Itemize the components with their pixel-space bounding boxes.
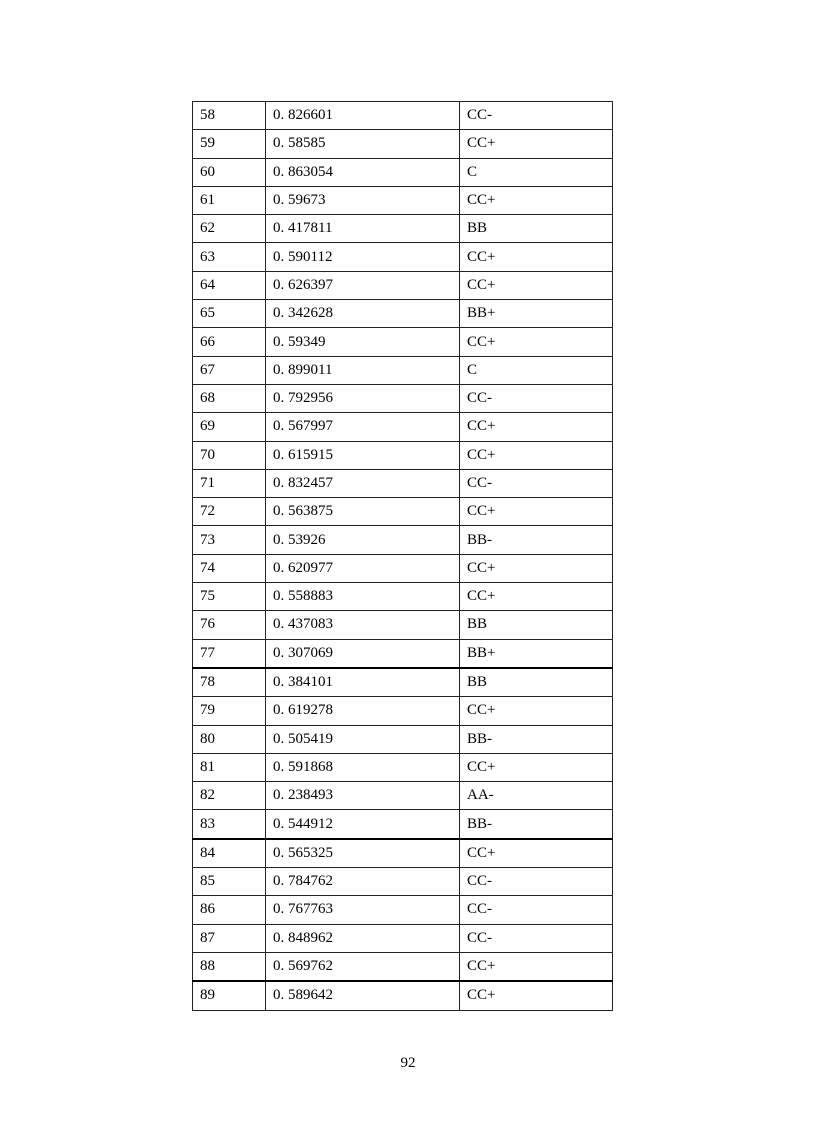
table-row — [193, 952, 613, 981]
row-value-cell: 0. 569762 — [266, 952, 460, 981]
row-grade-cell: CC- — [460, 102, 613, 130]
row-value-cell: 0. 53926 — [266, 526, 460, 554]
table-row — [193, 725, 613, 753]
table-row — [193, 583, 613, 611]
row-id-cell: 78 — [193, 668, 266, 697]
row-id-cell: 59 — [193, 130, 266, 158]
row-id-cell: 87 — [193, 924, 266, 952]
row-value-cell: 0. 437083 — [266, 611, 460, 639]
row-id-cell: 77 — [193, 639, 266, 668]
table-row — [193, 839, 613, 868]
row-value-cell: 0. 567997 — [266, 413, 460, 441]
row-id-cell: 61 — [193, 186, 266, 214]
table-row — [193, 981, 613, 1010]
row-value-cell: 0. 899011 — [266, 356, 460, 384]
row-value-cell: 0. 544912 — [266, 810, 460, 839]
row-value-cell: 0. 863054 — [266, 158, 460, 186]
row-id-cell: 75 — [193, 583, 266, 611]
row-id-cell: 69 — [193, 413, 266, 441]
row-grade-cell: CC+ — [460, 498, 613, 526]
row-id-cell: 86 — [193, 896, 266, 924]
row-value-cell: 0. 589642 — [266, 981, 460, 1010]
row-value-cell: 0. 619278 — [266, 697, 460, 725]
row-grade-cell: BB — [460, 215, 613, 243]
row-grade-cell: CC+ — [460, 130, 613, 158]
row-grade-cell: BB- — [460, 725, 613, 753]
page-number: 92 — [400, 1055, 416, 1071]
row-grade-cell: C — [460, 158, 613, 186]
table-row — [193, 868, 613, 896]
table-row — [193, 413, 613, 441]
table-row — [193, 498, 613, 526]
row-grade-cell: CC+ — [460, 186, 613, 214]
table-row — [193, 186, 613, 214]
row-value-cell: 0. 832457 — [266, 469, 460, 497]
row-id-cell: 79 — [193, 697, 266, 725]
row-id-cell: 89 — [193, 981, 266, 1010]
table-row — [193, 896, 613, 924]
row-grade-cell: BB+ — [460, 639, 613, 668]
table-row — [193, 469, 613, 497]
row-id-cell: 70 — [193, 441, 266, 469]
row-value-cell: 0. 307069 — [266, 639, 460, 668]
table-row — [193, 384, 613, 412]
row-id-cell: 64 — [193, 271, 266, 299]
row-id-cell: 83 — [193, 810, 266, 839]
row-id-cell: 76 — [193, 611, 266, 639]
row-id-cell: 66 — [193, 328, 266, 356]
row-value-cell: 0. 615915 — [266, 441, 460, 469]
row-grade-cell: BB- — [460, 810, 613, 839]
row-value-cell: 0. 626397 — [266, 271, 460, 299]
row-id-cell: 63 — [193, 243, 266, 271]
row-value-cell: 0. 384101 — [266, 668, 460, 697]
row-grade-cell: CC- — [460, 469, 613, 497]
row-grade-cell: CC+ — [460, 441, 613, 469]
row-value-cell: 0. 565325 — [266, 839, 460, 868]
row-value-cell: 0. 238493 — [266, 782, 460, 810]
row-grade-cell: BB+ — [460, 300, 613, 328]
row-grade-cell: CC- — [460, 896, 613, 924]
row-grade-cell: CC+ — [460, 981, 613, 1010]
row-grade-cell: C — [460, 356, 613, 384]
row-value-cell: 0. 558883 — [266, 583, 460, 611]
row-grade-cell: CC+ — [460, 554, 613, 582]
table-row — [193, 526, 613, 554]
table-row — [193, 441, 613, 469]
row-value-cell: 0. 58585 — [266, 130, 460, 158]
row-value-cell: 0. 590112 — [266, 243, 460, 271]
table-row — [193, 271, 613, 299]
row-id-cell: 71 — [193, 469, 266, 497]
row-grade-cell: BB- — [460, 526, 613, 554]
row-grade-cell: CC+ — [460, 243, 613, 271]
row-value-cell: 0. 505419 — [266, 725, 460, 753]
row-grade-cell: CC+ — [460, 583, 613, 611]
row-id-cell: 81 — [193, 753, 266, 781]
row-id-cell: 60 — [193, 158, 266, 186]
row-grade-cell: CC- — [460, 924, 613, 952]
row-id-cell: 68 — [193, 384, 266, 412]
row-id-cell: 80 — [193, 725, 266, 753]
row-grade-cell: CC+ — [460, 697, 613, 725]
row-grade-cell: CC+ — [460, 271, 613, 299]
table-row — [193, 611, 613, 639]
row-grade-cell: CC- — [460, 384, 613, 412]
row-value-cell: 0. 342628 — [266, 300, 460, 328]
row-grade-cell: CC+ — [460, 753, 613, 781]
table-row — [193, 215, 613, 243]
row-value-cell: 0. 417811 — [266, 215, 460, 243]
row-value-cell: 0. 848962 — [266, 924, 460, 952]
table-row — [193, 102, 613, 130]
row-grade-cell: AA- — [460, 782, 613, 810]
table-row — [193, 356, 613, 384]
table-row — [193, 697, 613, 725]
row-value-cell: 0. 591868 — [266, 753, 460, 781]
row-id-cell: 67 — [193, 356, 266, 384]
table-row — [193, 328, 613, 356]
table-row — [193, 158, 613, 186]
row-grade-cell: CC+ — [460, 839, 613, 868]
row-value-cell: 0. 563875 — [266, 498, 460, 526]
row-id-cell: 88 — [193, 952, 266, 981]
row-grade-cell: CC- — [460, 868, 613, 896]
row-value-cell: 0. 59673 — [266, 186, 460, 214]
row-id-cell: 82 — [193, 782, 266, 810]
row-id-cell: 72 — [193, 498, 266, 526]
row-value-cell: 0. 792956 — [266, 384, 460, 412]
table-row — [193, 810, 613, 839]
table-row — [193, 753, 613, 781]
row-id-cell: 73 — [193, 526, 266, 554]
table-row — [193, 554, 613, 582]
table-row — [193, 130, 613, 158]
row-id-cell: 58 — [193, 102, 266, 130]
row-grade-cell: BB — [460, 668, 613, 697]
table-row — [193, 243, 613, 271]
row-id-cell: 84 — [193, 839, 266, 868]
row-id-cell: 74 — [193, 554, 266, 582]
row-id-cell: 85 — [193, 868, 266, 896]
data-table — [192, 101, 613, 1011]
row-value-cell: 0. 826601 — [266, 102, 460, 130]
row-grade-cell: CC+ — [460, 413, 613, 441]
table-row — [193, 924, 613, 952]
row-value-cell: 0. 59349 — [266, 328, 460, 356]
table-row — [193, 300, 613, 328]
row-id-cell: 62 — [193, 215, 266, 243]
table-row — [193, 782, 613, 810]
row-value-cell: 0. 767763 — [266, 896, 460, 924]
row-grade-cell: BB — [460, 611, 613, 639]
row-value-cell: 0. 784762 — [266, 868, 460, 896]
row-id-cell: 65 — [193, 300, 266, 328]
table-body — [193, 102, 613, 1011]
row-grade-cell: CC+ — [460, 328, 613, 356]
table-row — [193, 668, 613, 697]
row-grade-cell: CC+ — [460, 952, 613, 981]
row-value-cell: 0. 620977 — [266, 554, 460, 582]
table-row — [193, 639, 613, 668]
